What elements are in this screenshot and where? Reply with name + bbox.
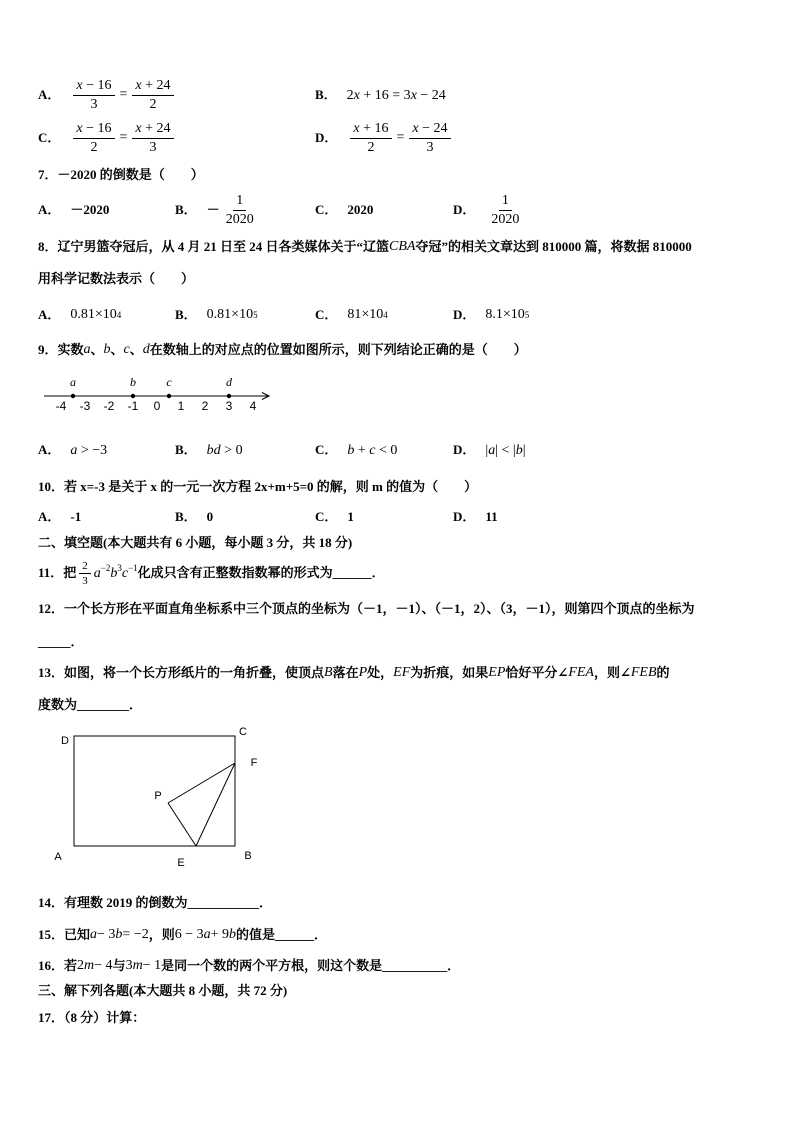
power-expression: [93, 562, 138, 582]
equals-sign: =: [119, 87, 128, 102]
fraction-numerator: 2: [79, 560, 91, 574]
option-label: D．: [453, 442, 476, 457]
text-run: 16．若: [38, 958, 78, 973]
option-label: A．: [38, 87, 61, 102]
math-variable: a: [203, 927, 211, 942]
fraction: [223, 193, 257, 228]
question-7-stem: 7．－2020 的倒数是（ ）: [38, 167, 204, 182]
fraction: [488, 193, 522, 228]
math-symbols: |: [485, 442, 489, 458]
math-variable: b: [515, 442, 523, 458]
text-run: 在数轴上的对应点的位置如图所示，则下列结论正确的是（ ）: [149, 342, 527, 357]
crease-ef: [196, 763, 235, 846]
q10-option-b: [175, 507, 213, 527]
math-symbols: − 3: [97, 927, 116, 942]
vertex-label-p: P: [154, 790, 162, 802]
q7-option-c: [315, 192, 373, 228]
math-variable: B: [324, 665, 333, 680]
option-value: -1: [70, 509, 82, 524]
math-variable: b: [110, 565, 118, 581]
question-13-line-2: 度数为________．: [38, 697, 143, 712]
math-symbols: |: [522, 442, 526, 458]
fraction-denominator: 3: [90, 96, 98, 112]
q8-option-d: D． 8.1×10 5: [453, 307, 530, 322]
option-label: B．: [315, 87, 337, 102]
math-variable: a: [488, 442, 496, 458]
math-variable: EF: [393, 665, 411, 680]
math-variable: x: [353, 120, 360, 136]
math-symbols: − 16: [82, 120, 112, 136]
q9-option-d: [453, 440, 526, 460]
fraction: [132, 78, 173, 113]
scientific-notation-base: 0.81×10: [70, 307, 117, 322]
math-symbols: + 16: [359, 120, 389, 136]
math-variable: x: [410, 87, 417, 103]
number-line-tick-label: 4: [249, 399, 257, 413]
math-symbols: − 1: [142, 958, 162, 973]
math-variable: CBA: [389, 239, 416, 254]
option-label: D．: [315, 130, 338, 145]
math-symbols: > −3: [77, 442, 108, 458]
math-symbols: + 9: [210, 927, 230, 942]
text-run: 、: [110, 342, 124, 357]
option-label: C．: [315, 442, 338, 457]
equals-sign: =: [396, 130, 405, 145]
question-12-line-1: 12．一个长方形在平面直角坐标系中三个顶点的坐标为（－1，－1）、（－1，2）、（3，－1），则第四个顶点的坐标为: [38, 601, 695, 616]
math-variable: x: [76, 77, 83, 93]
number-line-tick-label: -2: [103, 399, 115, 413]
scientific-notation-base: 0.81×10: [206, 307, 254, 322]
math-symbols: 2: [346, 87, 354, 103]
option-value: 11: [485, 509, 498, 524]
option-label: D．: [453, 509, 476, 524]
fraction: [73, 78, 114, 113]
option-value: 2020: [347, 202, 374, 217]
question-16: [38, 956, 460, 976]
math-symbols: + 24: [141, 120, 171, 136]
section-heading-fill-in-blank: 二、填空题(本大题共有 6 小题，每小题 3 分，共 18 分): [38, 535, 353, 550]
text-run: 、: [129, 342, 143, 357]
fraction-denominator: 3: [426, 139, 434, 155]
text-run: 13．如图，将一个长方形纸片的一角折叠，使顶点: [38, 665, 325, 680]
fraction: [79, 560, 91, 587]
number-line-tick-label: -3: [79, 399, 91, 413]
math-variable: m: [132, 958, 143, 973]
number-line-point-label: b: [130, 375, 136, 389]
option-label: D．: [453, 307, 476, 322]
math-variable: P: [358, 665, 368, 680]
math-exponent: −2: [100, 562, 111, 573]
fraction-numerator: 1: [233, 193, 246, 211]
math-symbols: 6 − 3: [174, 927, 204, 942]
question-9-stem: [38, 340, 527, 360]
q8-option-a: A． 0.81×10 4: [38, 307, 122, 322]
math-exponent: −1: [128, 562, 138, 573]
fraction: [409, 121, 450, 156]
number-line-tick-label: 1: [177, 399, 185, 413]
fraction-numerator: [350, 121, 391, 139]
math-symbols: 3: [125, 958, 133, 973]
option-expression: [347, 87, 446, 104]
text-run: 的值是______．: [236, 927, 328, 942]
text-run: 15．已知: [38, 927, 91, 942]
q6-option-a: [38, 77, 177, 113]
number-line-point-d: [227, 394, 231, 398]
math-variable: x: [76, 120, 83, 136]
text-run: 9．实数: [38, 342, 84, 357]
math-symbols: − 4: [94, 958, 113, 973]
question-17: 17．（8 分）计算：: [38, 1010, 146, 1025]
fraction-denominator: 2020: [225, 211, 254, 227]
option-label: A．: [38, 442, 61, 457]
q6-option-c: [38, 120, 177, 156]
scientific-notation-base: 81×10: [347, 307, 384, 322]
math-variable: a: [83, 342, 91, 357]
math-variable: x: [135, 77, 142, 93]
number-line-tick-label: 2: [201, 399, 209, 413]
number-line-point-a: [71, 394, 75, 398]
minus-sign: －: [206, 202, 220, 217]
fraction-numerator: [73, 121, 114, 139]
question-14: 14．有理数 2019 的倒数为___________．: [38, 895, 273, 910]
question-8-stem-line-1: [38, 237, 692, 257]
q8-option-c: C． 81×10 4: [315, 307, 388, 322]
text-run: 与: [112, 958, 126, 973]
number-line-point-label: a: [70, 375, 76, 389]
math-variable: c: [123, 342, 130, 357]
vertex-label-b: B: [244, 850, 252, 862]
q7-option-d: [453, 192, 525, 228]
number-line-tick-label: 3: [225, 399, 233, 413]
math-symbols: < 0: [375, 442, 398, 458]
math-variable: m: [84, 958, 95, 973]
option-label: B．: [175, 202, 197, 217]
vertex-label-a: A: [54, 851, 62, 863]
math-variable: x: [353, 87, 360, 103]
math-variable: x: [412, 120, 419, 136]
fraction-denominator: 3: [82, 574, 88, 587]
fraction: [132, 121, 173, 156]
math-variable: a: [93, 565, 101, 581]
number-line-figure: [40, 368, 280, 416]
math-symbols: − 16: [82, 77, 112, 93]
number-line-point-b: [131, 394, 135, 398]
text-run: ，则∠: [593, 665, 631, 680]
math-variable: x: [135, 120, 142, 136]
number-line-point-label: d: [226, 375, 232, 389]
fraction-denominator: 3: [149, 139, 157, 155]
math-variable: b: [115, 927, 123, 942]
option-label: C．: [315, 307, 338, 322]
option-value: －2020: [70, 202, 110, 217]
segment-pe: [168, 803, 196, 846]
math-variable: FEA: [568, 665, 594, 680]
fraction-denominator: 2: [90, 139, 98, 155]
math-variable: b: [229, 927, 237, 942]
q7-option-b: [175, 192, 260, 228]
q10-option-a: [38, 507, 81, 527]
q10-option-c: [315, 507, 354, 527]
vertex-label-f: F: [250, 757, 258, 769]
option-expression: [207, 442, 243, 459]
text-run: 8．辽宁男篮夺冠后，从 4 月 21 日至 24 日各类媒体关于“辽篮: [38, 239, 390, 254]
number-line-tick-label: 0: [153, 399, 161, 413]
text-run: 落在: [332, 665, 359, 680]
q6-option-d: [315, 120, 454, 156]
fraction-denominator: 2020: [491, 211, 520, 227]
scientific-notation-base: 8.1×10: [485, 307, 525, 322]
q9-option-c: [315, 440, 397, 460]
math-variable: d: [142, 342, 150, 357]
math-symbols: +: [354, 442, 370, 458]
fraction-denominator: 2: [149, 96, 157, 112]
math-symbols: | < |: [495, 442, 516, 458]
math-variable: a: [70, 442, 78, 458]
option-value: 0: [206, 509, 214, 524]
q10-option-d: [453, 507, 498, 527]
vertex-label-e: E: [177, 857, 185, 869]
math-variable: bd: [206, 442, 221, 458]
q9-option-a: [38, 440, 107, 460]
fraction-numerator: [73, 78, 114, 96]
math-symbols: − 24: [418, 120, 448, 136]
option-expression: [70, 442, 107, 459]
text-run: ，则: [148, 927, 175, 942]
option-label: C．: [38, 130, 61, 145]
fraction-numerator: [132, 121, 173, 139]
folded-rectangle-figure: [45, 722, 275, 872]
math-variable: b: [103, 342, 111, 357]
math-symbols: + 16 = 3: [359, 87, 411, 103]
option-label: B．: [175, 509, 197, 524]
text-run: 处，: [367, 665, 394, 680]
question-15: [38, 925, 327, 945]
text-run: 、: [90, 342, 104, 357]
fraction-numerator: [409, 121, 450, 139]
math-variable: c: [369, 442, 376, 458]
option-label: B．: [175, 442, 197, 457]
option-label: A．: [38, 202, 61, 217]
equals-sign: =: [119, 130, 128, 145]
option-label: C．: [315, 202, 338, 217]
math-symbols: + 24: [141, 77, 171, 93]
q6-option-b: [315, 77, 446, 113]
text-run: 是同一个数的两个平方根，则这个数是__________．: [161, 958, 461, 973]
math-symbols: 2: [77, 958, 85, 973]
option-label: B．: [175, 307, 197, 322]
question-text: 化成只含有正整数指数幂的形式为______．: [137, 565, 385, 580]
option-value: 1: [347, 509, 354, 524]
question-13-line-1: [38, 663, 670, 683]
number-line-tick-label: -1: [127, 399, 139, 413]
math-variable: b: [347, 442, 355, 458]
option-label: D．: [453, 202, 476, 217]
q9-option-b: [175, 440, 243, 460]
math-symbols: − 24: [416, 87, 446, 103]
question-12-line-2: _____．: [38, 634, 84, 649]
vertex-label-d: D: [61, 735, 69, 747]
number-line-point-label: c: [166, 375, 172, 389]
fraction: [350, 121, 391, 156]
math-variable: EP: [488, 665, 506, 680]
option-label: A．: [38, 307, 61, 322]
option-label: A．: [38, 509, 61, 524]
fraction-denominator: 2: [367, 139, 375, 155]
text-run: 恰好平分∠: [505, 665, 569, 680]
math-symbols: > 0: [220, 442, 243, 458]
math-variable: c: [121, 565, 129, 581]
text-run: 的: [656, 665, 670, 680]
question-11: [38, 555, 385, 591]
vertex-label-c: C: [239, 726, 247, 738]
question-text: 11．把: [38, 565, 77, 580]
question-10-stem: 10．若 x=-3 是关于 x 的一元一次方程 2x+m+5=0 的解，则 m 的值为（ ）: [38, 479, 478, 494]
text-run: 夺冠”的相关文章达到 810000 篇，将数据 810000: [415, 239, 692, 254]
fraction-numerator: [132, 78, 173, 96]
option-expression: [485, 442, 525, 459]
q7-option-a: [38, 192, 109, 228]
option-expression: [347, 442, 397, 459]
fraction: [73, 121, 114, 156]
question-8-stem-line-2: 用科学记数法表示（ ）: [38, 271, 195, 286]
text-run: 为折痕，如果: [410, 665, 489, 680]
q8-option-b: B． 0.81×10 5: [175, 307, 258, 322]
math-variable: a: [90, 927, 98, 942]
option-label: C．: [315, 509, 338, 524]
number-line-point-c: [167, 394, 171, 398]
math-exponent: 3: [117, 562, 122, 573]
math-variable: FEB: [630, 665, 657, 680]
section-heading-solve: 三、解下列各题(本大题共 8 小题，共 72 分): [38, 983, 288, 998]
number-line-tick-label: -4: [55, 399, 67, 413]
segment-pf: [168, 763, 235, 803]
math-symbols: = −2: [122, 927, 149, 942]
fraction-numerator: 1: [499, 193, 512, 211]
